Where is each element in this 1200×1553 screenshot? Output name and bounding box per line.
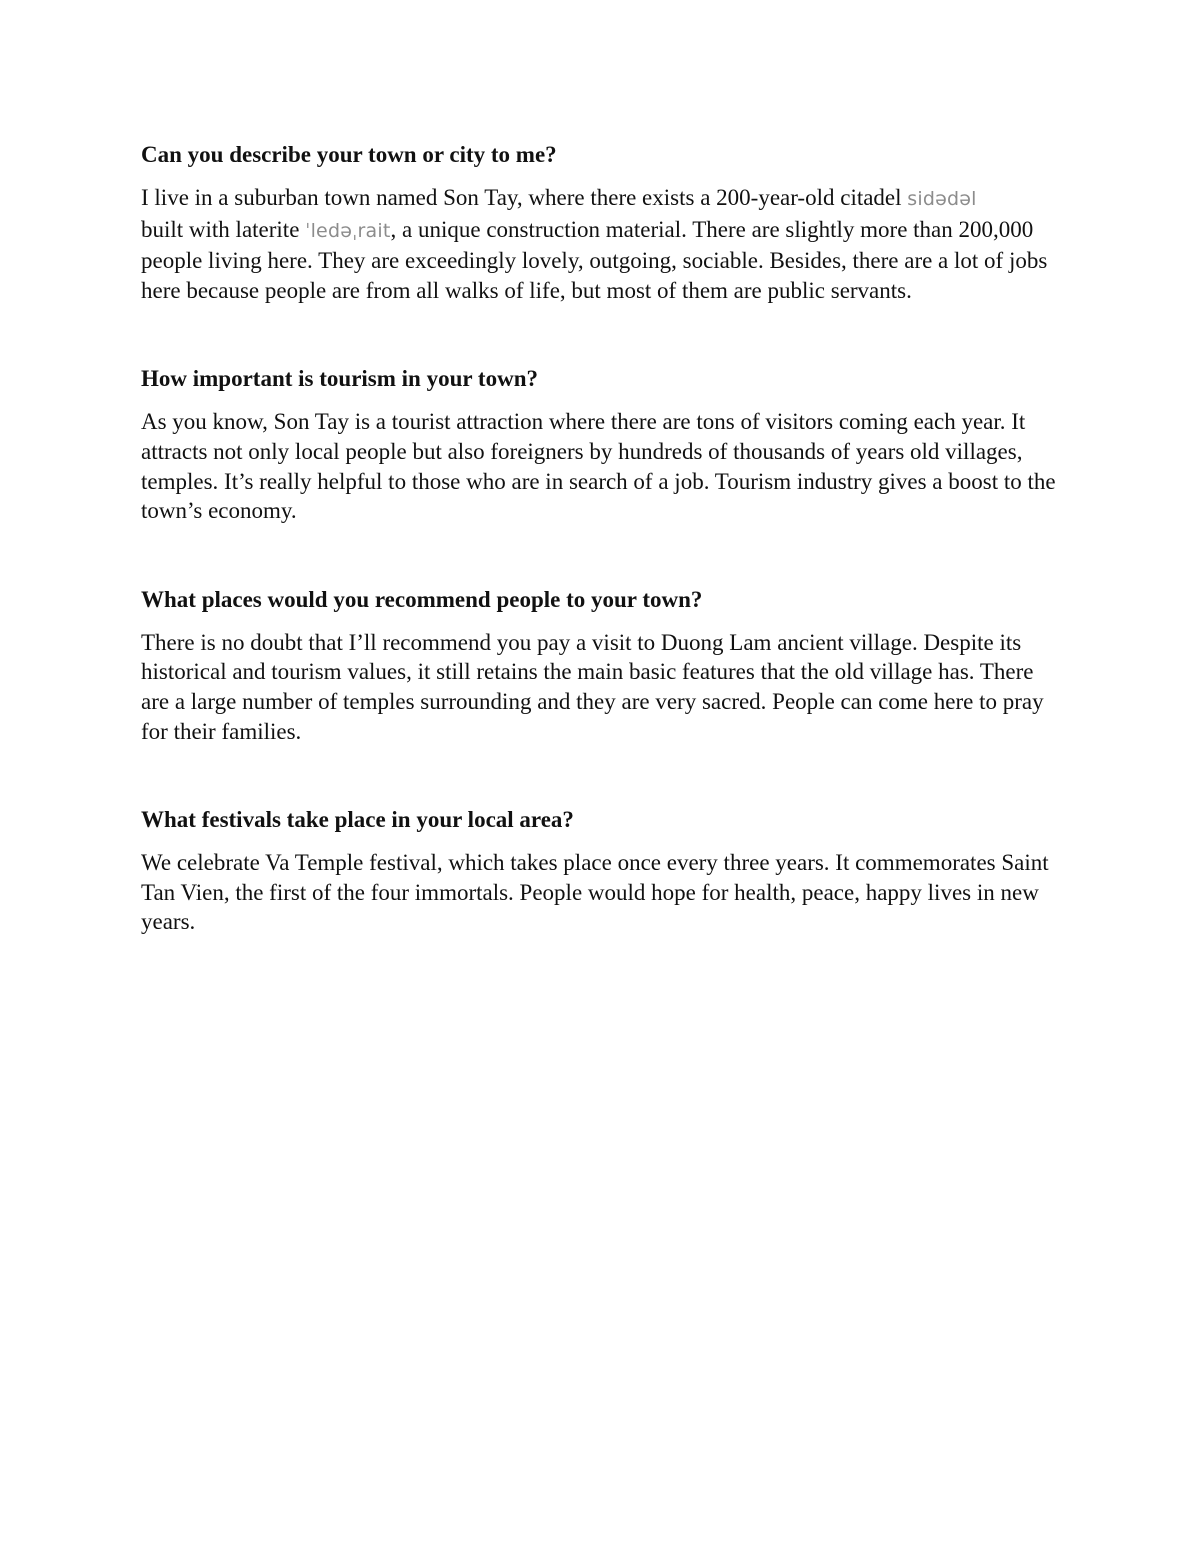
question-heading: What festivals take place in your local area? <box>141 807 574 833</box>
qa-section-festivals <box>141 805 1066 937</box>
question-heading: Can you describe your town or city to me? <box>141 142 557 167</box>
question-heading: What places would you recommend people to your town? <box>141 586 703 612</box>
answer-text: built with laterite <box>141 216 306 242</box>
answer-paragraph <box>141 183 1066 305</box>
answer-text: , a unique construction material. There are slightly more than 200,000 people living here. They are exceedingly lovely, outgoing, sociable. Besides, there are a lot of jobs here because people are from all walks of life, but most of them are public servants. <box>141 216 1048 303</box>
qa-section-tourism <box>141 364 1066 525</box>
phonetic-citadel: sidədəl <box>907 188 977 210</box>
qa-section-town-description <box>141 140 1066 305</box>
question-heading: How important is tourism in your town? <box>141 366 538 392</box>
answer-text: I live in a suburban town named Son Tay, where there exists a 200-year-old citadel <box>141 185 908 210</box>
phonetic-laterite: ˈledəˌrait <box>305 219 391 242</box>
qa-section-recommended-places <box>141 585 1066 746</box>
document-body <box>141 140 1066 996</box>
answer-paragraph: There is no doubt that I’ll recommend you pay a visit to Duong Lam ancient village. Despite its historical and tourism values, it still retains the main basic features that the old village has. There are a large number of temples surrounding and they are very sacred. People can come here to pray for their families. <box>141 629 1044 744</box>
answer-paragraph: We celebrate Va Temple festival, which takes place once every three years. It commemorates Saint Tan Vien, the first of the four immortals. People would hope for health, peace, happy lives in new years. <box>141 850 1049 935</box>
answer-paragraph: As you know, Son Tay is a tourist attraction where there are tons of visitors coming each year. It attracts not only local people but also foreigners by hundreds of thousands of years old villages, temples. It’s really helpful to those who are in search of a job. Tourism industry gives a boost to the town’s economy. <box>141 409 1056 524</box>
